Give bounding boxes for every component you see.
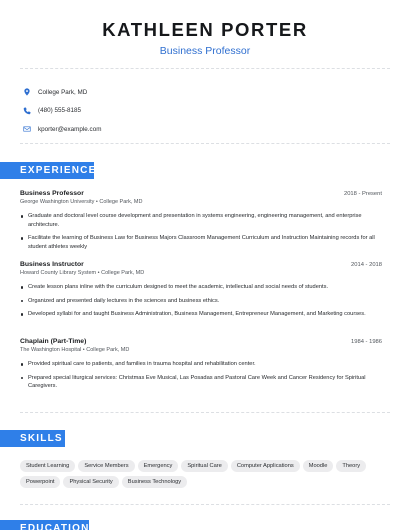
- skill-chip: Powerpoint: [20, 476, 60, 488]
- job-bullets: [20, 283, 382, 319]
- experience-divider: [20, 412, 390, 413]
- job-org: The Washington Hospital: [20, 347, 82, 353]
- job-title: Business Professor: [20, 190, 84, 197]
- email-icon: [22, 125, 31, 134]
- contact-email: [22, 120, 101, 139]
- resume-header: [0, 0, 410, 58]
- job-org-line: The Washington Hospital • College Park, MD: [20, 347, 130, 353]
- job-org: George Washington University: [20, 199, 95, 205]
- skill-chip: Theory: [336, 460, 366, 472]
- location-pin-icon: [22, 88, 31, 97]
- skill-chip: Business Technology: [122, 476, 187, 488]
- job-bullet: Developed syllabi for and taught Business Administration, Business Management, Entrepreneur Management, and Marketing courses.: [20, 310, 382, 319]
- job-bullet: Prepared special liturgical services: Christmas Eve Musical, Las Posadas and Pastoral Care Week and Cancer Residency for Spiritual Caregivers.: [20, 374, 382, 391]
- contact-divider: [20, 143, 390, 144]
- job-org-line: Howard County Library System • College Park, MD: [20, 270, 145, 276]
- skill-chip: Computer Applications: [231, 460, 300, 472]
- contact-list: [22, 83, 101, 139]
- job-bullet: Graduate and doctoral level course development and presentation in systems engineering, engineering management, and enterprise architecture.: [20, 212, 382, 229]
- contact-phone-text: (480) 555-8185: [38, 107, 82, 115]
- job-bullet: Organized and presented daily lectures in the sciences and business ethics.: [20, 297, 382, 306]
- job-org: Howard County Library System: [20, 270, 97, 276]
- phone-icon: [22, 106, 31, 115]
- job-date: 2018 - Present: [343, 191, 382, 197]
- job-title: Business Instructor: [20, 261, 84, 268]
- contact-email-text: kporter@example.com: [38, 125, 102, 133]
- experience-item: [20, 190, 382, 256]
- skill-chip: Emergency: [138, 460, 179, 472]
- job-bullet: Create lesson plans inline with the curriculum designed to meet the academic, intellectual and social needs of students.: [20, 283, 382, 292]
- education-section-heading: EDUCATION: [0, 520, 89, 530]
- job-bullet: Facilitate the learning of Business Law for Business Majors Classroom Management Curriculum and Instruction Maintaining records for all student athletes weekly: [20, 234, 382, 251]
- job-bullets: [20, 212, 382, 251]
- job-location: College Park, MD: [99, 199, 143, 205]
- candidate-title: Business Professor: [159, 45, 251, 57]
- experience-section-heading: EXPERIENCE: [0, 162, 94, 179]
- candidate-name: KATHLEEN PORTER: [102, 19, 308, 40]
- contact-phone: [22, 102, 101, 121]
- contact-location: [22, 83, 101, 102]
- job-bullet: Provided spiritual care to patients, and families in trauma hospital and rehabilitation center.: [20, 360, 382, 369]
- skills-list: [20, 460, 380, 488]
- skill-chip: Student Learning: [20, 460, 75, 472]
- skill-chip: Spiritual Care: [181, 460, 227, 472]
- skills-divider: [20, 504, 390, 505]
- job-date: 2014 - 2018: [351, 262, 382, 268]
- skill-chip: Moodle: [303, 460, 334, 472]
- skill-chip: Service Members: [78, 460, 134, 472]
- experience-item: [20, 338, 382, 396]
- job-title: Chaplain (Part-Time): [20, 338, 87, 345]
- contact-location-text: College Park, MD: [38, 88, 88, 96]
- job-date: 1984 - 1986: [351, 339, 382, 345]
- job-org-line: George Washington University • College Park, MD: [20, 199, 143, 205]
- job-location: College Park, MD: [86, 347, 130, 353]
- experience-item: [20, 261, 382, 324]
- skill-chip: Physical Security: [63, 476, 118, 488]
- skills-section-heading: SKILLS: [0, 430, 65, 447]
- header-divider: [20, 68, 390, 69]
- job-location: College Park, MD: [101, 270, 145, 276]
- job-bullets: [20, 360, 382, 391]
